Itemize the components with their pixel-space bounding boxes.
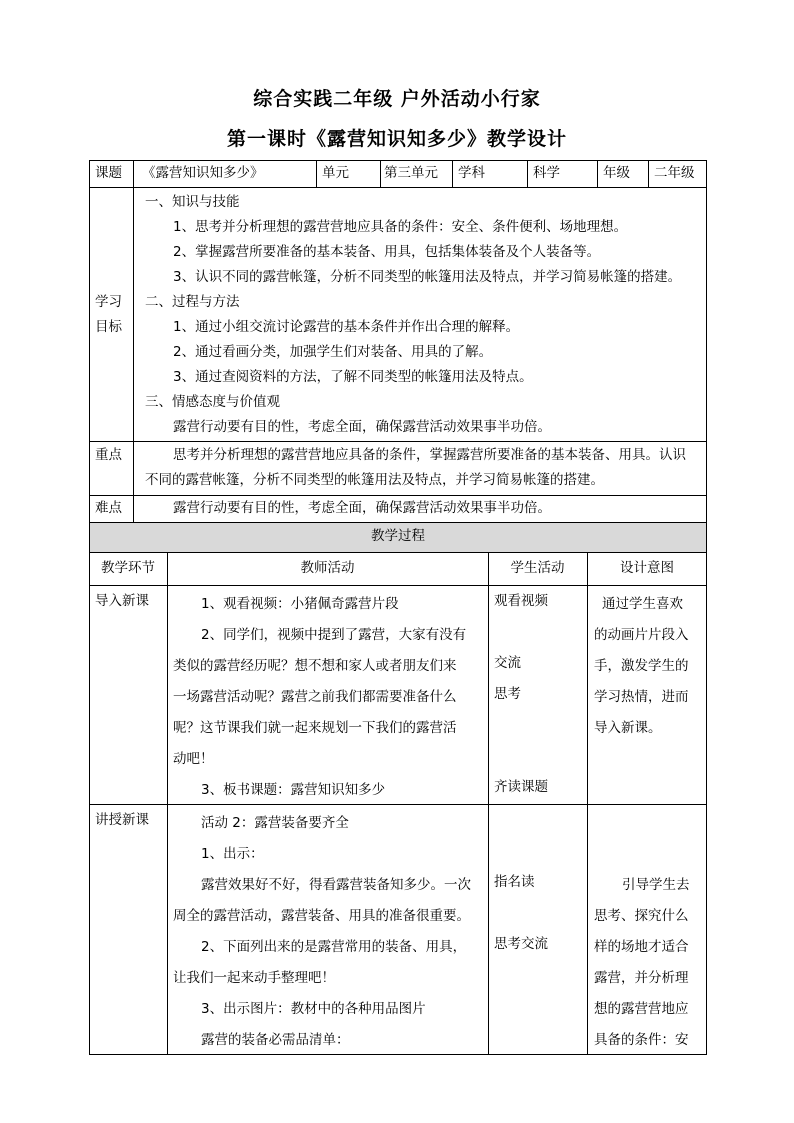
purpose-line: 通过学生喜欢 (602, 596, 683, 612)
student-line: 思考交流 (494, 936, 548, 952)
teacher-line: 1、出示： (201, 846, 264, 862)
subject-label: 学科 (458, 165, 485, 181)
teacher-line: 一场露营活动呢？露营之前我们都需要准备什么 (173, 689, 457, 705)
teacher-line: 周全的露营活动，露营装备、用具的准备很重要。 (173, 908, 470, 924)
teacher-line: 露营的装备必需品清单： (201, 1032, 350, 1048)
purpose-line: 具备的条件：安 (594, 1032, 689, 1048)
teacher-line: 2、下面列出来的是露营常用的装备、用具， (201, 939, 467, 955)
student-line: 齐读课题 (494, 779, 548, 795)
header-teacher: 教师活动 (300, 560, 355, 576)
key-point-line2: 不同的露营帐篷，分析不同类型的帐篷用法及特点，并学习简易帐篷的搭建。 (145, 472, 604, 488)
teacher-line: 露营效果好不好，得看露营装备知多少。一次 (201, 877, 471, 893)
teacher-line: 活动 2：露营装备要齐全 (201, 815, 349, 831)
subject-value: 科学 (533, 165, 560, 181)
purpose-line: 露营，并分析理 (594, 970, 689, 986)
process-title: 教学过程 (371, 528, 425, 544)
teacher-line: 1、观看视频：小猪佩奇露营片段 (201, 596, 399, 612)
objective-item: 露营行动要有目的性，考虑全面，确保露营活动效果事半功倍。 (173, 419, 551, 435)
objective-item: 1、思考并分析理想的露营营地应具备的条件：安全、条件便利、场地理想。 (173, 219, 628, 235)
student-line: 指名读 (494, 874, 535, 890)
objective-item: 3、通过查阅资料的方法，了解不同类型的帐篷用法及特点。 (173, 369, 533, 385)
objective-item: 3、认识不同的露营帐篷，分析不同类型的帐篷用法及特点，并学习简易帐篷的搭建。 (173, 269, 682, 285)
key-point-content (145, 443, 705, 495)
new-teacher-activity (173, 808, 485, 1052)
purpose-line: 导入新课。 (594, 720, 662, 736)
student-line: 观看视频 (494, 593, 548, 609)
key-point-label: 重点 (95, 447, 122, 463)
purpose-line: 思考、探究什么 (594, 908, 689, 924)
key-point-line1: 思考并分析理想的露营营地应具备的条件，掌握露营所要准备的基本装备、用具。认识 (173, 447, 686, 463)
purpose-line: 想的露营营地应 (594, 1001, 689, 1017)
objectives-label (89, 290, 133, 340)
objectives-label-line2: 目标 (95, 319, 122, 335)
unit-label: 单元 (322, 165, 349, 181)
teacher-line: 动吧！ (173, 751, 214, 767)
unit-value: 第三单元 (384, 165, 438, 181)
teacher-line: 3、板书课题：露营知识知多少 (201, 782, 386, 798)
objective-heading: 三、情感态度与价值观 (145, 394, 280, 410)
purpose-line: 的动画片片段入 (594, 627, 689, 643)
teacher-line: 2、同学们，视频中提到了露营，大家有没有 (201, 627, 467, 643)
teacher-line: 让我们一起来动手整理吧！ (173, 970, 335, 986)
purpose-line: 手，激发学生的 (594, 658, 689, 674)
header-student: 学生活动 (510, 560, 565, 576)
purpose-line: 样的场地才适合 (594, 939, 689, 955)
topic-value: 《露营知识知多少》 (142, 165, 264, 181)
topic-label: 课题 (95, 165, 122, 181)
difficulty-label: 难点 (95, 500, 122, 516)
purpose-line: 引导学生去 (622, 877, 690, 893)
intro-purpose (594, 589, 706, 749)
intro-teacher-activity (173, 589, 485, 801)
grade-label: 年级 (603, 165, 630, 181)
header-stage: 教学环节 (101, 560, 155, 576)
teacher-line: 3、出示图片：教材中的各种用品图片 (201, 1001, 426, 1017)
header-purpose: 设计意图 (620, 560, 674, 576)
purpose-line: 学习热情，进而 (594, 689, 689, 705)
objective-item: 2、掌握露营所要准备的基本装备、用具，包括集体装备及个人装备等。 (173, 244, 601, 260)
document-subtitle: 第一课时《露营知识知多少》教学设计 (226, 128, 567, 150)
stage-intro: 导入新课 (95, 593, 149, 609)
stage-new: 讲授新课 (95, 812, 149, 828)
teacher-line: 呢？这节课我们就一起来规划一下我们的露营活 (173, 720, 457, 736)
document-title: 综合实践二年级 户外活动小行家 (253, 88, 541, 110)
objective-item: 1、通过小组交流讨论露营的基本条件并作出合理的解释。 (173, 319, 520, 335)
objective-item: 2、通过看画分类，加强学生们对装备、用具的了解。 (173, 344, 493, 360)
teacher-line: 类似的露营经历呢？想不想和家人或者朋友们来 (173, 658, 457, 674)
objectives-label-line1: 学习 (95, 294, 122, 310)
objective-heading: 二、过程与方法 (145, 294, 240, 310)
student-line: 交流 (494, 655, 521, 671)
objectives-content (145, 190, 705, 440)
student-line: 思考 (494, 686, 521, 702)
grade-value: 二年级 (654, 165, 695, 181)
objective-heading: 一、知识与技能 (145, 194, 240, 210)
difficulty-content: 露营行动要有目的性，考虑全面，确保露营活动效果事半功倍。 (173, 500, 551, 516)
new-purpose (594, 870, 706, 1054)
